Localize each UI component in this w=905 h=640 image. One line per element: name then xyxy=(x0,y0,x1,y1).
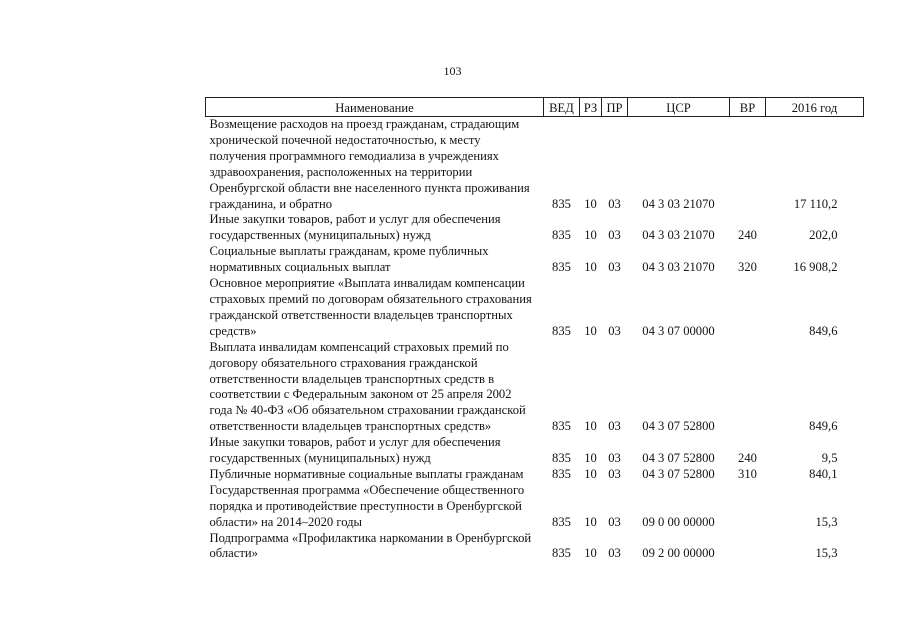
row-name-line: Социальные выплаты гражданам, кроме публичных xyxy=(209,244,489,259)
row-rz: 10 xyxy=(584,419,597,434)
row-csr: 04 3 07 52800 xyxy=(642,466,715,481)
row-rz: 10 xyxy=(584,546,597,561)
header-name: Наименование xyxy=(206,98,544,117)
row-name-line: гражданина, и обратно xyxy=(209,196,333,211)
header-row xyxy=(206,98,864,117)
row-rz: 10 xyxy=(584,260,597,275)
row-csr: 04 3 03 21070 xyxy=(642,196,715,211)
row-name xyxy=(206,244,544,276)
table-row xyxy=(206,435,864,467)
row-name-line: Подпрограмма «Профилактика наркомании в Оренбургской xyxy=(209,530,532,545)
row-name-line: порядка и противодействие преступности в Оренбургской xyxy=(209,498,522,513)
row-csr: 09 0 00 00000 xyxy=(642,514,715,529)
row-csr: 04 3 07 00000 xyxy=(642,323,715,338)
row-name xyxy=(206,340,544,435)
row-pr: 03 xyxy=(608,419,621,434)
row-vr xyxy=(730,276,766,340)
row-name xyxy=(206,212,544,244)
row-vr: 310 xyxy=(738,466,757,481)
row-pr: 03 xyxy=(608,514,621,529)
header-pr: ПР xyxy=(602,98,628,117)
header-vr: ВР xyxy=(730,98,766,117)
row-name-line: договору обязательного страхования гражданской xyxy=(209,355,478,370)
row-csr: 04 3 07 52800 xyxy=(642,451,715,466)
row-name-line: Иные закупки товаров, работ и услуг для обеспечения xyxy=(209,212,501,227)
row-name-line: средств» xyxy=(209,323,257,338)
table-row xyxy=(206,244,864,276)
table-row xyxy=(206,117,864,213)
row-vr xyxy=(730,531,766,563)
row-ved: 835 xyxy=(552,514,571,529)
row-pr: 03 xyxy=(608,466,621,481)
row-ved: 835 xyxy=(552,546,571,561)
row-name-line: года № 40-ФЗ «Об обязательном страховании гражданской xyxy=(209,403,526,418)
row-name xyxy=(206,531,544,563)
row-vr: 240 xyxy=(738,451,757,466)
row-ved: 835 xyxy=(552,196,571,211)
row-name xyxy=(206,435,544,467)
row-name xyxy=(206,117,544,213)
table-row xyxy=(206,467,864,483)
row-name xyxy=(206,467,544,483)
row-pr: 03 xyxy=(608,228,621,243)
row-rz: 10 xyxy=(584,228,597,243)
row-vr: 240 xyxy=(738,228,757,243)
row-rz: 10 xyxy=(584,514,597,529)
row-pr: 03 xyxy=(608,323,621,338)
row-csr: 04 3 07 52800 xyxy=(642,419,715,434)
header-rz: РЗ xyxy=(580,98,602,117)
row-name-line: страховых премий по договорам обязательного страхования xyxy=(209,291,532,306)
row-vr: 320 xyxy=(738,260,757,275)
header-csr: ЦСР xyxy=(628,98,730,117)
row-name xyxy=(206,276,544,340)
table-body xyxy=(206,117,864,563)
row-pr: 03 xyxy=(608,546,621,561)
row-name-line: ответственности владельцев транспортных средств в xyxy=(209,371,495,386)
row-amount: 840,1 xyxy=(809,466,838,481)
row-name-line: Иные закупки товаров, работ и услуг для обеспечения xyxy=(209,435,501,450)
row-name-line: Выплата инвалидам компенсаций страховых премий по xyxy=(209,339,509,354)
row-amount: 15,3 xyxy=(815,546,838,561)
row-rz: 10 xyxy=(584,323,597,338)
row-name-line: области» на 2014–2020 годы xyxy=(209,514,362,529)
row-ved: 835 xyxy=(552,451,571,466)
table-row xyxy=(206,276,864,340)
table-row xyxy=(206,531,864,563)
table-row xyxy=(206,483,864,531)
row-name-line: государственных (муниципальных) нужд xyxy=(209,451,431,466)
page-number: 103 xyxy=(443,64,462,78)
row-amount: 202,0 xyxy=(809,228,838,243)
row-amount: 849,6 xyxy=(809,419,838,434)
row-name-line: хронической почечной недостаточностью, к месту xyxy=(209,132,481,147)
row-csr: 09 2 00 00000 xyxy=(642,546,715,561)
row-vr xyxy=(730,117,766,213)
budget-table xyxy=(205,97,864,562)
row-name xyxy=(206,483,544,531)
row-name-line: Публичные нормативные социальные выплаты гражданам xyxy=(209,466,524,481)
row-name-line: государственных (муниципальных) нужд xyxy=(209,228,431,243)
row-name-line: гражданской ответственности владельцев транспортных xyxy=(209,307,513,322)
row-ved: 835 xyxy=(552,260,571,275)
row-amount: 15,3 xyxy=(815,514,838,529)
row-ved: 835 xyxy=(552,466,571,481)
row-pr: 03 xyxy=(608,196,621,211)
row-pr: 03 xyxy=(608,260,621,275)
row-vr xyxy=(730,340,766,435)
row-name-line: Государственная программа «Обеспечение общественного xyxy=(209,482,525,497)
row-rz: 10 xyxy=(584,451,597,466)
row-csr: 04 3 03 21070 xyxy=(642,260,715,275)
header-ved: ВЕД xyxy=(544,98,580,117)
row-name-line: ответственности владельцев транспортных средств» xyxy=(209,419,492,434)
row-amount: 849,6 xyxy=(809,323,838,338)
row-ved: 835 xyxy=(552,323,571,338)
row-name-line: Возмещение расходов на проезд гражданам, страдающим xyxy=(209,117,520,131)
row-pr: 03 xyxy=(608,451,621,466)
row-amount: 16 908,2 xyxy=(793,260,838,275)
row-amount: 17 110,2 xyxy=(793,196,838,211)
row-amount: 9,5 xyxy=(821,451,838,466)
table-row xyxy=(206,340,864,435)
header-year: 2016 год xyxy=(766,98,864,117)
row-name-line: здравоохранения, расположенных на территории xyxy=(209,164,473,179)
row-csr: 04 3 03 21070 xyxy=(642,228,715,243)
row-name-line: Оренбургской области вне населенного пункта проживания xyxy=(209,180,530,195)
row-name-line: соответствии с Федеральным законом от 25 апреля 2002 xyxy=(209,387,512,402)
row-rz: 10 xyxy=(584,196,597,211)
row-name-line: получения программного гемодиализа в учреждениях xyxy=(209,148,499,163)
row-ved: 835 xyxy=(552,228,571,243)
row-name-line: области» xyxy=(209,546,258,561)
row-name-line: нормативных социальных выплат xyxy=(209,260,391,275)
row-ved: 835 xyxy=(552,419,571,434)
row-rz: 10 xyxy=(584,466,597,481)
table-row xyxy=(206,212,864,244)
row-name-line: Основное мероприятие «Выплата инвалидам компенсации xyxy=(209,276,525,291)
row-vr xyxy=(730,483,766,531)
